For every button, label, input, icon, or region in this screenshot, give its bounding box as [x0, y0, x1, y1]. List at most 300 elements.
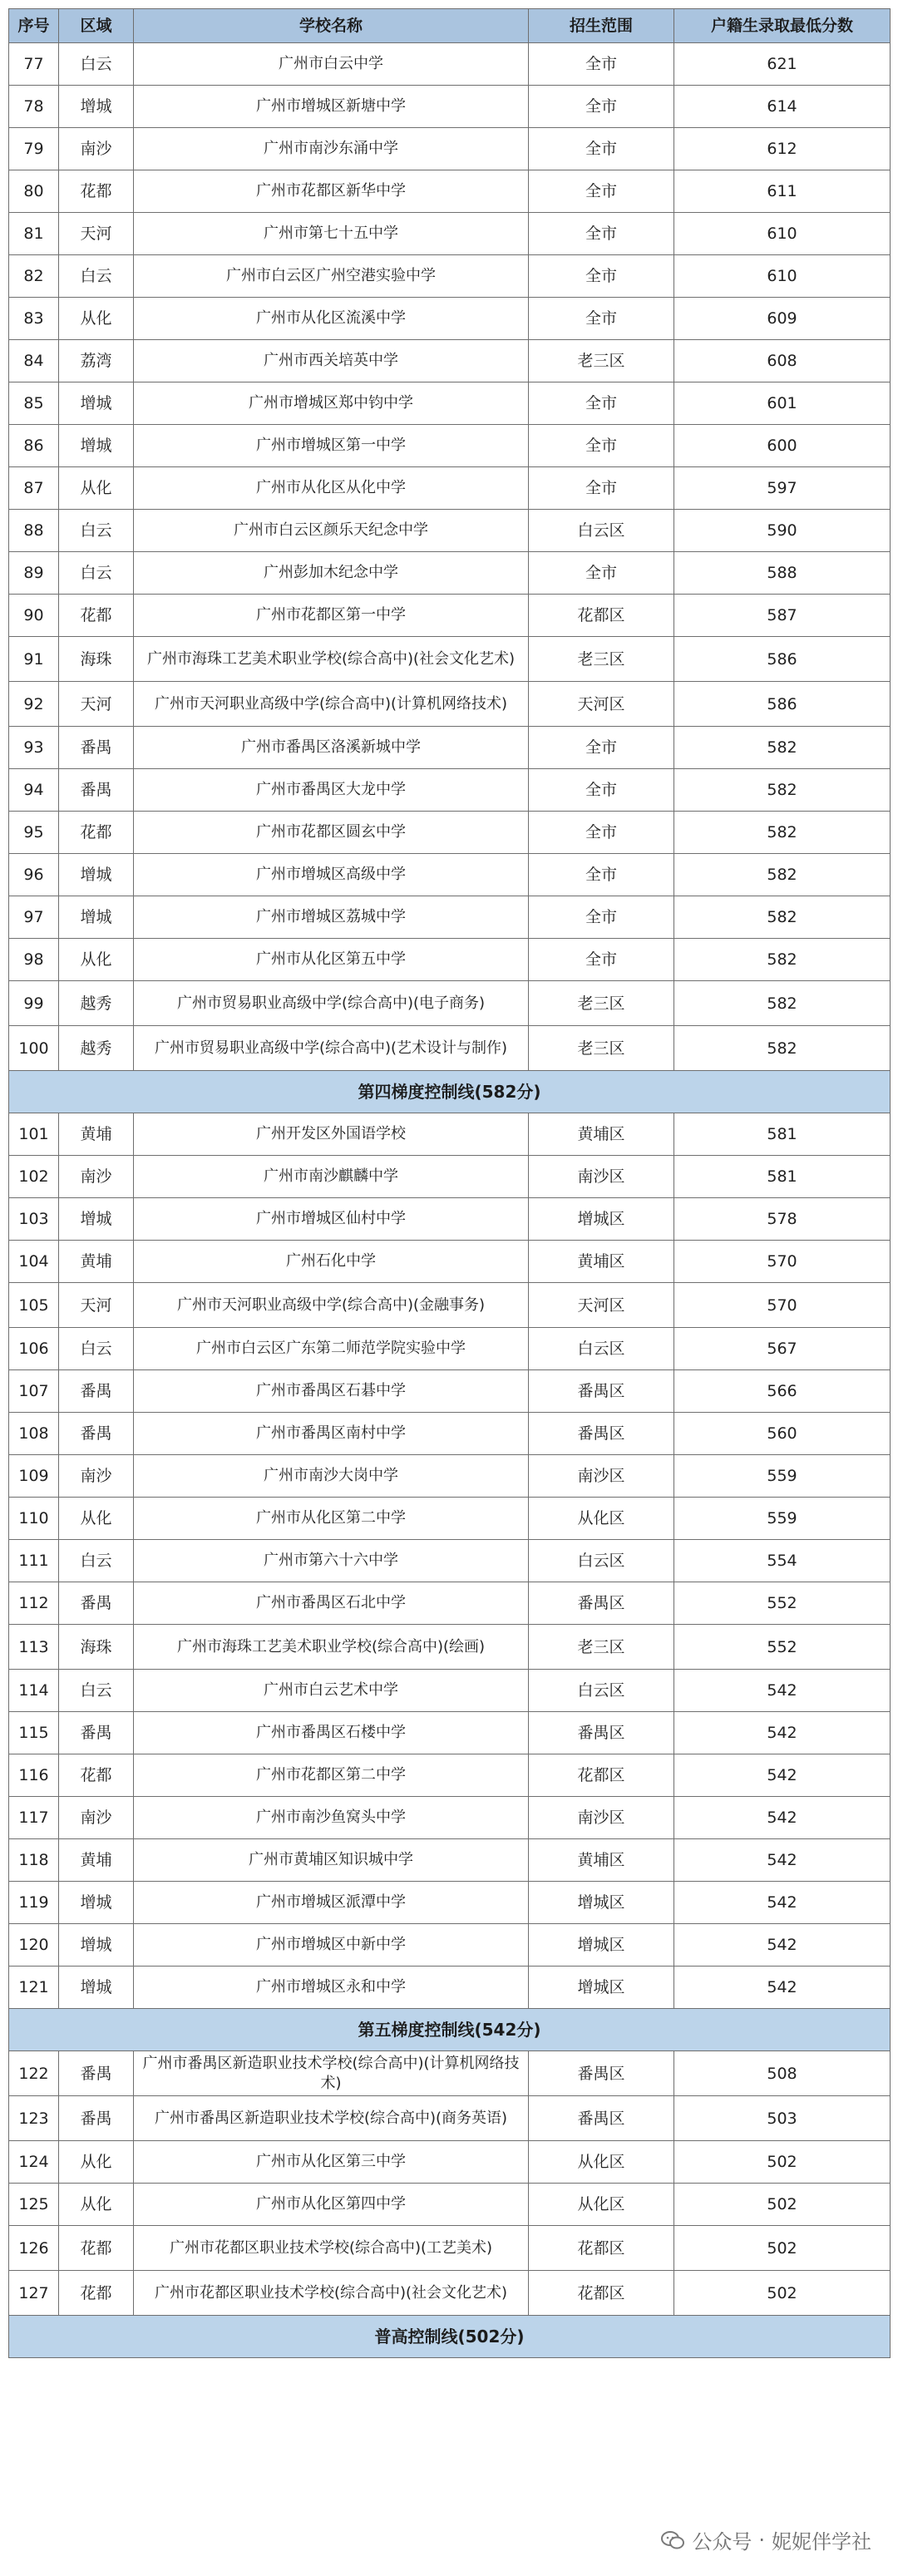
cell-district: 番禺	[59, 2051, 134, 2096]
cell-min-score: 542	[674, 1754, 891, 1797]
table-row	[9, 2051, 891, 2096]
cell-district: 花都	[59, 812, 134, 854]
cell-index: 117	[9, 1797, 59, 1839]
cell-district: 增城	[59, 1967, 134, 2009]
cell-school-name: 广州市花都区圆玄中学	[134, 812, 529, 854]
cell-school-name: 广州市贸易职业高级中学(综合高中)(艺术设计与制作)	[134, 1026, 529, 1071]
cell-min-score: 508	[674, 2051, 891, 2096]
cell-index: 122	[9, 2051, 59, 2096]
table-row	[9, 1498, 891, 1540]
cell-school-name: 广州市从化区第二中学	[134, 1498, 529, 1540]
table-row	[9, 1156, 891, 1198]
cell-index: 104	[9, 1241, 59, 1283]
cell-enrollment-scope: 老三区	[529, 340, 674, 382]
cell-district: 白云	[59, 552, 134, 595]
cell-enrollment-scope: 南沙区	[529, 1797, 674, 1839]
cell-index: 91	[9, 637, 59, 682]
cell-min-score: 614	[674, 86, 891, 128]
cell-enrollment-scope: 全市	[529, 896, 674, 939]
cell-school-name: 广州市番禺区洛溪新城中学	[134, 727, 529, 769]
table-row	[9, 1241, 891, 1283]
cell-enrollment-scope: 番禺区	[529, 2096, 674, 2141]
cell-school-name: 广州市增城区仙村中学	[134, 1198, 529, 1241]
section-control-line: 普高控制线(502分)	[9, 2316, 891, 2358]
cell-school-name: 广州市番禺区南村中学	[134, 1413, 529, 1455]
cell-index: 114	[9, 1670, 59, 1712]
cell-index: 121	[9, 1967, 59, 2009]
cell-min-score: 582	[674, 812, 891, 854]
table-row	[9, 1413, 891, 1455]
cell-index: 93	[9, 727, 59, 769]
cell-district: 海珠	[59, 1625, 134, 1670]
cell-enrollment-scope: 花都区	[529, 595, 674, 637]
cell-index: 123	[9, 2096, 59, 2141]
cell-district: 番禺	[59, 1582, 134, 1625]
table-row	[9, 382, 891, 425]
cell-enrollment-scope: 番禺区	[529, 1582, 674, 1625]
cell-min-score: 559	[674, 1455, 891, 1498]
cell-index: 92	[9, 682, 59, 727]
cell-min-score: 610	[674, 213, 891, 255]
cell-min-score: 597	[674, 467, 891, 510]
cell-district: 增城	[59, 896, 134, 939]
admission-score-table	[8, 8, 891, 2358]
table-row	[9, 298, 891, 340]
cell-school-name: 广州市增城区新塘中学	[134, 86, 529, 128]
cell-school-name: 广州市番禺区新造职业技术学校(综合高中)(计算机网络技术)	[134, 2051, 529, 2096]
cell-school-name: 广州市第七十五中学	[134, 213, 529, 255]
table-row	[9, 1670, 891, 1712]
cell-school-name: 广州市白云区颜乐天纪念中学	[134, 510, 529, 552]
cell-school-name: 广州市南沙东涌中学	[134, 128, 529, 170]
cell-enrollment-scope: 全市	[529, 298, 674, 340]
cell-enrollment-scope: 白云区	[529, 510, 674, 552]
cell-enrollment-scope: 全市	[529, 727, 674, 769]
cell-index: 106	[9, 1328, 59, 1370]
section-control-line: 第四梯度控制线(582分)	[9, 1071, 891, 1113]
cell-min-score: 582	[674, 896, 891, 939]
cell-index: 108	[9, 1413, 59, 1455]
cell-district: 天河	[59, 682, 134, 727]
cell-district: 南沙	[59, 1156, 134, 1198]
cell-school-name: 广州市番禺区石北中学	[134, 1582, 529, 1625]
cell-min-score: 588	[674, 552, 891, 595]
cell-school-name: 广州市番禺区大龙中学	[134, 769, 529, 812]
cell-enrollment-scope: 增城区	[529, 1198, 674, 1241]
table-header	[9, 9, 891, 43]
cell-enrollment-scope: 从化区	[529, 1498, 674, 1540]
cell-school-name: 广州市天河职业高级中学(综合高中)(金融事务)	[134, 1283, 529, 1328]
cell-min-score: 542	[674, 1797, 891, 1839]
cell-min-score: 552	[674, 1582, 891, 1625]
cell-index: 120	[9, 1924, 59, 1967]
cell-index: 103	[9, 1198, 59, 1241]
cell-school-name: 广州市增城区中新中学	[134, 1924, 529, 1967]
cell-index: 99	[9, 981, 59, 1026]
cell-index: 102	[9, 1156, 59, 1198]
cell-enrollment-scope: 花都区	[529, 1754, 674, 1797]
cell-min-score: 612	[674, 128, 891, 170]
cell-index: 88	[9, 510, 59, 552]
cell-enrollment-scope: 全市	[529, 255, 674, 298]
cell-school-name: 广州市白云区广州空港实验中学	[134, 255, 529, 298]
cell-index: 94	[9, 769, 59, 812]
cell-district: 增城	[59, 1924, 134, 1967]
cell-index: 85	[9, 382, 59, 425]
watermark-separator: ·	[758, 2528, 765, 2552]
cell-school-name: 广州市花都区职业技术学校(综合高中)(社会文化艺术)	[134, 2271, 529, 2316]
cell-district: 白云	[59, 1540, 134, 1582]
table-row	[9, 1113, 891, 1156]
cell-district: 海珠	[59, 637, 134, 682]
cell-index: 79	[9, 128, 59, 170]
watermark-prefix: 公众号	[692, 2530, 752, 2554]
cell-enrollment-scope: 花都区	[529, 2271, 674, 2316]
table-row	[9, 1839, 891, 1882]
cell-district: 花都	[59, 2226, 134, 2271]
cell-school-name: 广州市花都区新华中学	[134, 170, 529, 213]
table-row	[9, 1370, 891, 1413]
table-row	[9, 128, 891, 170]
cell-index: 118	[9, 1839, 59, 1882]
cell-index: 96	[9, 854, 59, 896]
table-row	[9, 1924, 891, 1967]
cell-school-name: 广州市白云艺术中学	[134, 1670, 529, 1712]
cell-district: 从化	[59, 2141, 134, 2184]
section-divider-row	[9, 2009, 891, 2051]
cell-min-score: 566	[674, 1370, 891, 1413]
cell-district: 白云	[59, 1670, 134, 1712]
cell-enrollment-scope: 老三区	[529, 1625, 674, 1670]
cell-school-name: 广州市花都区第一中学	[134, 595, 529, 637]
cell-school-name: 广州市从化区流溪中学	[134, 298, 529, 340]
cell-school-name: 广州市海珠工艺美术职业学校(综合高中)(社会文化艺术)	[134, 637, 529, 682]
cell-min-score: 610	[674, 255, 891, 298]
cell-school-name: 广州市花都区职业技术学校(综合高中)(工艺美术)	[134, 2226, 529, 2271]
cell-min-score: 582	[674, 727, 891, 769]
cell-index: 105	[9, 1283, 59, 1328]
cell-district: 从化	[59, 939, 134, 981]
table-row	[9, 1754, 891, 1797]
cell-min-score: 502	[674, 2271, 891, 2316]
cell-school-name: 广州市天河职业高级中学(综合高中)(计算机网络技术)	[134, 682, 529, 727]
cell-index: 84	[9, 340, 59, 382]
table-row	[9, 637, 891, 682]
cell-district: 花都	[59, 1754, 134, 1797]
section-divider-row	[9, 2316, 891, 2358]
cell-index: 112	[9, 1582, 59, 1625]
cell-district: 番禺	[59, 727, 134, 769]
cell-district: 南沙	[59, 1455, 134, 1498]
cell-enrollment-scope: 全市	[529, 382, 674, 425]
cell-enrollment-scope: 全市	[529, 467, 674, 510]
cell-index: 115	[9, 1712, 59, 1754]
table-row	[9, 255, 891, 298]
table-row	[9, 939, 891, 981]
cell-min-score: 609	[674, 298, 891, 340]
cell-min-score: 570	[674, 1241, 891, 1283]
table-row	[9, 896, 891, 939]
cell-school-name: 广州市白云区广东第二师范学院实验中学	[134, 1328, 529, 1370]
cell-enrollment-scope: 白云区	[529, 1670, 674, 1712]
cell-min-score: 621	[674, 43, 891, 86]
table-row	[9, 340, 891, 382]
cell-min-score: 578	[674, 1198, 891, 1241]
table-row	[9, 2226, 891, 2271]
cell-school-name: 广州市增城区荔城中学	[134, 896, 529, 939]
table-row	[9, 682, 891, 727]
table-row	[9, 170, 891, 213]
cell-index: 86	[9, 425, 59, 467]
cell-min-score: 582	[674, 854, 891, 896]
cell-school-name: 广州市番禺区石碁中学	[134, 1370, 529, 1413]
cell-index: 78	[9, 86, 59, 128]
section-control-line: 第五梯度控制线(542分)	[9, 2009, 891, 2051]
cell-school-name: 广州市西关培英中学	[134, 340, 529, 382]
cell-min-score: 552	[674, 1625, 891, 1670]
admission-score-sheet	[8, 8, 890, 2568]
cell-min-score: 559	[674, 1498, 891, 1540]
cell-min-score: 554	[674, 1540, 891, 1582]
table-row	[9, 1455, 891, 1498]
cell-min-score: 590	[674, 510, 891, 552]
cell-district: 天河	[59, 1283, 134, 1328]
cell-min-score: 567	[674, 1328, 891, 1370]
cell-index: 87	[9, 467, 59, 510]
cell-enrollment-scope: 番禺区	[529, 1370, 674, 1413]
cell-min-score: 582	[674, 769, 891, 812]
cell-district: 番禺	[59, 1370, 134, 1413]
cell-school-name: 广州市增城区郑中钧中学	[134, 382, 529, 425]
table-row	[9, 425, 891, 467]
cell-min-score: 581	[674, 1156, 891, 1198]
cell-enrollment-scope: 增城区	[529, 1967, 674, 2009]
cell-enrollment-scope: 全市	[529, 213, 674, 255]
cell-school-name: 广州市从化区第四中学	[134, 2184, 529, 2226]
table-row	[9, 1582, 891, 1625]
cell-enrollment-scope: 黄埔区	[529, 1113, 674, 1156]
cell-school-name: 广州市增城区第一中学	[134, 425, 529, 467]
cell-enrollment-scope: 天河区	[529, 1283, 674, 1328]
table-row	[9, 1026, 891, 1071]
cell-index: 126	[9, 2226, 59, 2271]
table-row	[9, 213, 891, 255]
cell-enrollment-scope: 南沙区	[529, 1156, 674, 1198]
cell-min-score: 560	[674, 1413, 891, 1455]
cell-min-score: 600	[674, 425, 891, 467]
cell-district: 番禺	[59, 769, 134, 812]
header-index: 序号	[9, 9, 59, 43]
cell-school-name: 广州市增城区永和中学	[134, 1967, 529, 2009]
table-row	[9, 552, 891, 595]
cell-district: 越秀	[59, 981, 134, 1026]
cell-enrollment-scope: 老三区	[529, 1026, 674, 1071]
cell-district: 番禺	[59, 2096, 134, 2141]
cell-enrollment-scope: 全市	[529, 170, 674, 213]
cell-school-name: 广州市贸易职业高级中学(综合高中)(电子商务)	[134, 981, 529, 1026]
cell-district: 白云	[59, 43, 134, 86]
table-row	[9, 727, 891, 769]
cell-index: 83	[9, 298, 59, 340]
cell-index: 113	[9, 1625, 59, 1670]
cell-school-name: 广州市从化区从化中学	[134, 467, 529, 510]
cell-min-score: 586	[674, 637, 891, 682]
cell-index: 107	[9, 1370, 59, 1413]
cell-min-score: 581	[674, 1113, 891, 1156]
cell-index: 116	[9, 1754, 59, 1797]
table-row	[9, 43, 891, 86]
cell-min-score: 542	[674, 1924, 891, 1967]
cell-min-score: 542	[674, 1712, 891, 1754]
cell-district: 白云	[59, 510, 134, 552]
cell-enrollment-scope: 黄埔区	[529, 1241, 674, 1283]
cell-enrollment-scope: 白云区	[529, 1328, 674, 1370]
table-row	[9, 2096, 891, 2141]
table-row	[9, 2141, 891, 2184]
cell-enrollment-scope: 南沙区	[529, 1455, 674, 1498]
cell-district: 增城	[59, 425, 134, 467]
table-row	[9, 981, 891, 1026]
cell-min-score: 582	[674, 1026, 891, 1071]
header-district: 区域	[59, 9, 134, 43]
table-row	[9, 2184, 891, 2226]
cell-index: 111	[9, 1540, 59, 1582]
cell-index: 124	[9, 2141, 59, 2184]
cell-school-name: 广州市第六十六中学	[134, 1540, 529, 1582]
cell-enrollment-scope: 从化区	[529, 2184, 674, 2226]
cell-school-name: 广州石化中学	[134, 1241, 529, 1283]
cell-district: 花都	[59, 2271, 134, 2316]
cell-enrollment-scope: 全市	[529, 939, 674, 981]
cell-enrollment-scope: 全市	[529, 552, 674, 595]
cell-index: 89	[9, 552, 59, 595]
cell-enrollment-scope: 老三区	[529, 637, 674, 682]
cell-index: 119	[9, 1882, 59, 1924]
cell-enrollment-scope: 全市	[529, 43, 674, 86]
cell-district: 从化	[59, 2184, 134, 2226]
table-row	[9, 467, 891, 510]
cell-min-score: 582	[674, 981, 891, 1026]
wechat-bubble-icon	[660, 2528, 685, 2553]
cell-min-score: 542	[674, 1882, 891, 1924]
cell-enrollment-scope: 老三区	[529, 981, 674, 1026]
cell-district: 花都	[59, 595, 134, 637]
cell-min-score: 586	[674, 682, 891, 727]
cell-district: 白云	[59, 255, 134, 298]
cell-district: 南沙	[59, 1797, 134, 1839]
header-school-name: 学校名称	[134, 9, 529, 43]
cell-district: 越秀	[59, 1026, 134, 1071]
cell-min-score: 502	[674, 2226, 891, 2271]
cell-min-score: 611	[674, 170, 891, 213]
cell-index: 80	[9, 170, 59, 213]
cell-index: 95	[9, 812, 59, 854]
cell-district: 增城	[59, 854, 134, 896]
cell-min-score: 608	[674, 340, 891, 382]
cell-index: 77	[9, 43, 59, 86]
cell-district: 增城	[59, 1198, 134, 1241]
table-row	[9, 1540, 891, 1582]
cell-index: 109	[9, 1455, 59, 1498]
table-row	[9, 1328, 891, 1370]
cell-district: 天河	[59, 213, 134, 255]
cell-district: 番禺	[59, 1712, 134, 1754]
cell-district: 荔湾	[59, 340, 134, 382]
cell-enrollment-scope: 黄埔区	[529, 1839, 674, 1882]
cell-district: 从化	[59, 1498, 134, 1540]
cell-enrollment-scope: 全市	[529, 812, 674, 854]
cell-school-name: 广州市花都区第二中学	[134, 1754, 529, 1797]
cell-enrollment-scope: 全市	[529, 769, 674, 812]
table-row	[9, 1198, 891, 1241]
cell-school-name: 广州市从化区第三中学	[134, 2141, 529, 2184]
table-row	[9, 1882, 891, 1924]
cell-index: 100	[9, 1026, 59, 1071]
cell-school-name: 广州彭加木纪念中学	[134, 552, 529, 595]
cell-index: 81	[9, 213, 59, 255]
table-row	[9, 1797, 891, 1839]
cell-min-score: 587	[674, 595, 891, 637]
table-row	[9, 769, 891, 812]
cell-school-name: 广州市番禺区石楼中学	[134, 1712, 529, 1754]
cell-school-name: 广州市从化区第五中学	[134, 939, 529, 981]
cell-district: 番禺	[59, 1413, 134, 1455]
cell-school-name: 广州市增城区高级中学	[134, 854, 529, 896]
table-row	[9, 1625, 891, 1670]
table-body	[9, 43, 891, 2358]
table-row	[9, 1712, 891, 1754]
cell-enrollment-scope: 番禺区	[529, 1413, 674, 1455]
watermark-name: 妮妮伴学社	[772, 2530, 871, 2554]
table-row	[9, 1967, 891, 2009]
cell-enrollment-scope: 全市	[529, 86, 674, 128]
cell-district: 从化	[59, 467, 134, 510]
cell-district: 南沙	[59, 128, 134, 170]
section-divider-row	[9, 1071, 891, 1113]
cell-district: 增城	[59, 382, 134, 425]
table-row	[9, 510, 891, 552]
cell-district: 白云	[59, 1328, 134, 1370]
cell-index: 97	[9, 896, 59, 939]
cell-school-name: 广州市南沙大岗中学	[134, 1455, 529, 1498]
cell-school-name: 广州市番禺区新造职业技术学校(综合高中)(商务英语)	[134, 2096, 529, 2141]
cell-district: 增城	[59, 1882, 134, 1924]
table-row	[9, 1283, 891, 1328]
cell-min-score: 542	[674, 1967, 891, 2009]
cell-enrollment-scope: 白云区	[529, 1540, 674, 1582]
cell-school-name: 广州市海珠工艺美术职业学校(综合高中)(绘画)	[134, 1625, 529, 1670]
cell-enrollment-scope: 增城区	[529, 1882, 674, 1924]
cell-district: 黄埔	[59, 1241, 134, 1283]
cell-min-score: 502	[674, 2141, 891, 2184]
cell-enrollment-scope: 全市	[529, 128, 674, 170]
table-row	[9, 2271, 891, 2316]
cell-school-name: 广州市白云中学	[134, 43, 529, 86]
cell-index: 98	[9, 939, 59, 981]
cell-index: 82	[9, 255, 59, 298]
table-row	[9, 854, 891, 896]
cell-min-score: 542	[674, 1670, 891, 1712]
cell-index: 90	[9, 595, 59, 637]
table-row	[9, 595, 891, 637]
cell-district: 花都	[59, 170, 134, 213]
cell-school-name: 广州市黄埔区知识城中学	[134, 1839, 529, 1882]
cell-district: 黄埔	[59, 1839, 134, 1882]
cell-min-score: 542	[674, 1839, 891, 1882]
cell-enrollment-scope: 全市	[529, 854, 674, 896]
cell-enrollment-scope: 番禺区	[529, 2051, 674, 2096]
cell-school-name: 广州市南沙麒麟中学	[134, 1156, 529, 1198]
